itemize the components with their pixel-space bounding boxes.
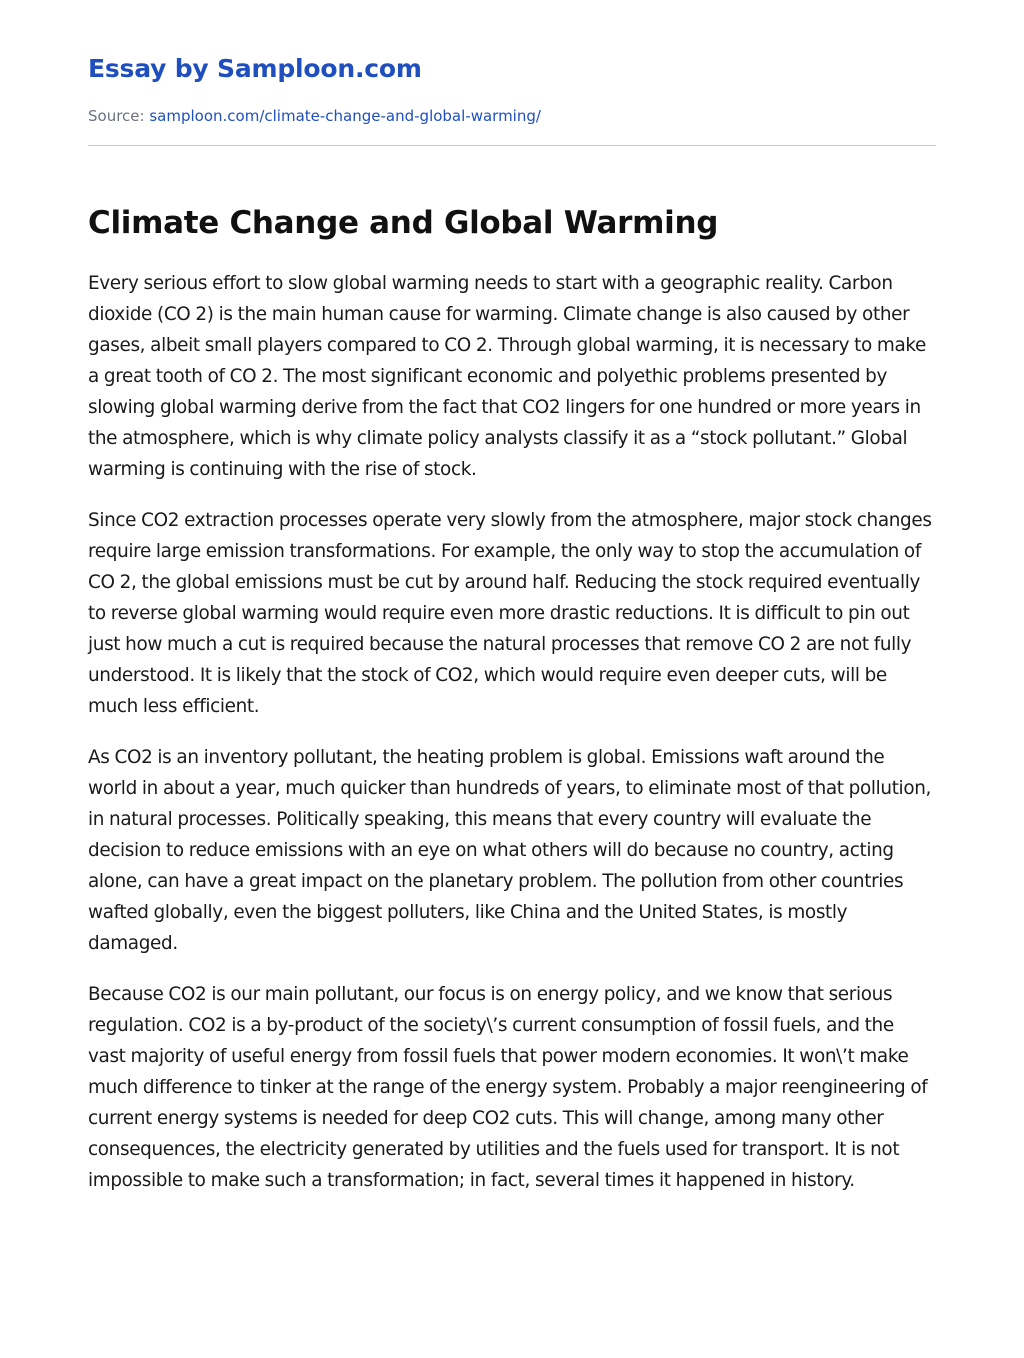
source-link[interactable]: samploon.com/climate-change-and-global-warming/ [149,107,541,125]
article-body [88,268,936,1196]
header-divider [88,145,936,146]
page-title: Climate Change and Global Warming [88,205,719,241]
paragraph: Since CO2 extraction processes operate very slowly from the atmosphere, major stock changes require large emission transformations. For example, the only way to stop the accumulation of CO 2, the global emissions must be cut by around half. Reducing the stock required eventually to reverse global warming would require even more drastic reductions. It is difficult to pin out just how much a cut is required because the natural processes that remove CO 2 are not fully understood. It is likely that the stock of CO2, which would require even deeper cuts, will be much less efficient. [88,510,932,717]
site-brand: Essay by Samploon.com [88,54,422,83]
paragraph: As CO2 is an inventory pollutant, the heating problem is global. Emissions waft around the world in about a year, much quicker than hundreds of years, to eliminate most of that pollution, in natural processes. Politically speaking, this means that every country will evaluate the decision to reduce emissions with an eye on what others will do because no country, acting alone, can have a great impact on the planetary problem. The pollution from other countries wafted globally, even the biggest polluters, like China and the United States, is mostly damaged. [88,747,932,954]
paragraph: Every serious effort to slow global warming needs to start with a geographic reality. Carbon dioxide (CO 2) is the main human cause for warming. Climate change is also caused by other gases, albeit small players compared to CO 2. Through global warming, it is necessary to make a great tooth of CO 2. The most significant economic and polyethic problems presented by slowing global warming derive from the fact that CO2 lingers for one hundred or more years in the atmosphere, which is why climate policy analysts classify it as a “stock pollutant.” Global warming is continuing with the rise of stock. [88,273,927,480]
source-label: Source: [88,107,145,125]
source-line [88,106,936,126]
paragraph: Because CO2 is our main pollutant, our focus is on energy policy, and we know that serious regulation. CO2 is a by-product of the society\’s current consumption of fossil fuels, and the vast majority of useful energy from fossil fuels that power modern economies. It won\’t make much difference to tinker at the range of the energy system. Probably a major reengineering of current energy systems is needed for deep CO2 cuts. This will change, among many other consequences, the electricity generated by utilities and the fuels used for transport. It is not impossible to make such a transformation; in fact, several times it happened in history. [88,984,928,1191]
essay-page [88,0,936,1216]
